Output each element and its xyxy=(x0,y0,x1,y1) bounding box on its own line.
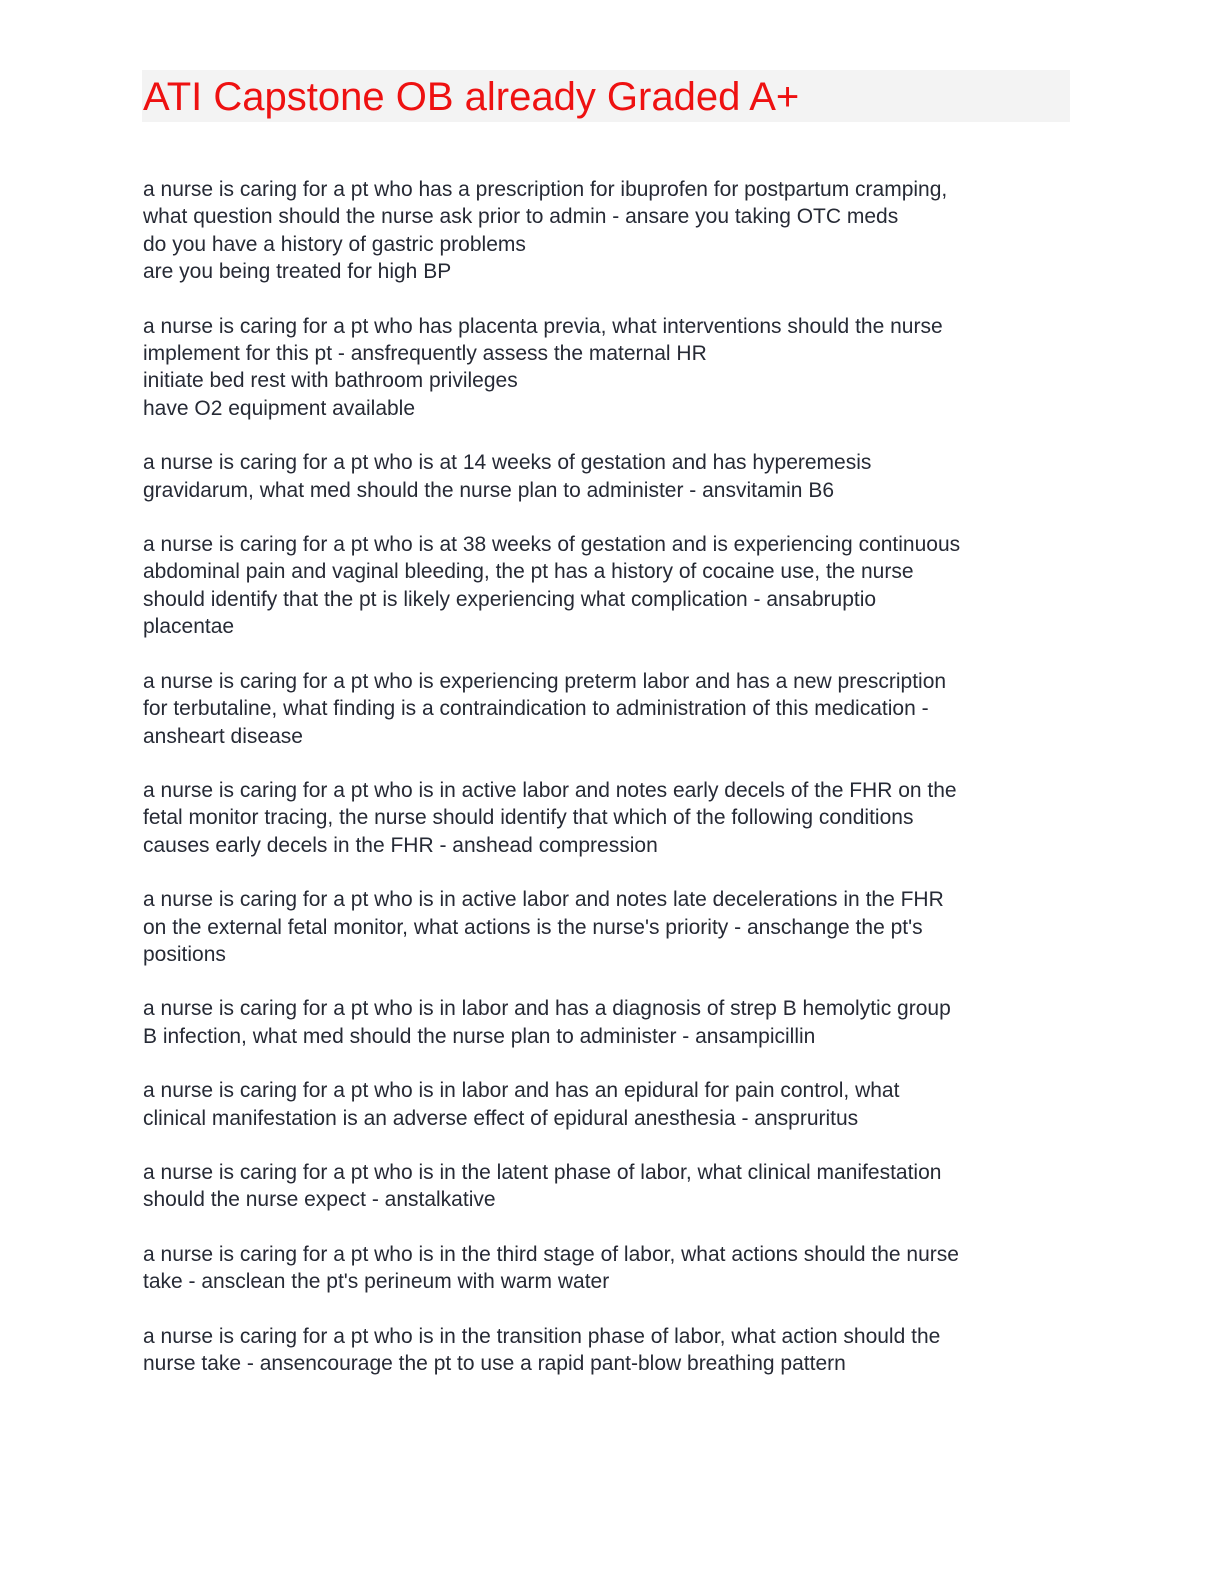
document-title: ATI Capstone OB already Graded A+ xyxy=(143,75,800,119)
text-line: B infection, what med should the nurse plan to administer - ansampicillin xyxy=(143,1024,816,1048)
question-paragraph xyxy=(143,1159,1083,1214)
question-paragraph xyxy=(143,1323,1083,1378)
question-paragraph xyxy=(143,777,1083,859)
text-line: have O2 equipment available xyxy=(143,396,416,420)
text-line: should identify that the pt is likely experiencing what complication - ansabruptio xyxy=(143,587,877,611)
text-line: initiate bed rest with bathroom privileges xyxy=(143,369,518,393)
text-line: a nurse is caring for a pt who has placenta previa, what interventions should the nurse xyxy=(143,314,943,338)
text-line: a nurse is caring for a pt who is in active labor and notes late decelerations in the FHR xyxy=(143,888,944,912)
text-line: what question should the nurse ask prior to admin - ansare you taking OTC meds xyxy=(143,205,899,229)
question-paragraph xyxy=(143,176,1083,286)
text-line: a nurse is caring for a pt who is at 38 weeks of gestation and is experiencing continuous xyxy=(143,533,961,557)
question-paragraph xyxy=(143,531,1083,641)
text-line: causes early decels in the FHR - anshead compression xyxy=(143,833,658,857)
text-line: a nurse is caring for a pt who is in the third stage of labor, what actions should the nurse xyxy=(143,1242,959,1266)
text-line: positions xyxy=(143,942,226,966)
text-line: a nurse is caring for a pt who has a prescription for ibuprofen for postpartum cramping, xyxy=(143,178,948,201)
question-paragraph xyxy=(143,1241,1083,1296)
text-line: should the nurse expect - anstalkative xyxy=(143,1188,496,1212)
text-line: for terbutaline, what finding is a contraindication to administration of this medication - xyxy=(143,697,929,721)
text-line: implement for this pt - ansfrequently assess the maternal HR xyxy=(143,342,707,366)
text-line: are you being treated for high BP xyxy=(143,260,452,284)
question-paragraph xyxy=(143,668,1083,750)
text-line: take - ansclean the pt's perineum with warm water xyxy=(143,1270,610,1294)
text-line: do you have a history of gastric problems xyxy=(143,232,526,256)
text-line: nurse take - ansencourage the pt to use a rapid pant-blow breathing pattern xyxy=(143,1352,846,1375)
text-line: placentae xyxy=(143,615,235,639)
text-line: clinical manifestation is an adverse effect of epidural anesthesia - anspruritus xyxy=(143,1106,859,1130)
text-line: ansheart disease xyxy=(143,724,303,748)
text-line: a nurse is caring for a pt who is at 14 weeks of gestation and has hyperemesis xyxy=(143,451,872,475)
text-line: a nurse is caring for a pt who is experiencing preterm labor and has a new prescription xyxy=(143,669,947,693)
text-line: a nurse is caring for a pt who is in labor and has a diagnosis of strep B hemolytic group xyxy=(143,997,951,1021)
document-body xyxy=(143,176,1083,1404)
text-line: on the external fetal monitor, what actions is the nurse's priority - anschange the pt's xyxy=(143,915,923,939)
text-line: abdominal pain and vaginal bleeding, the pt has a history of cocaine use, the nurse xyxy=(143,560,914,584)
text-line: gravidarum, what med should the nurse plan to administer - ansvitamin B6 xyxy=(143,478,835,502)
question-paragraph xyxy=(143,995,1083,1050)
text-line: a nurse is caring for a pt who is in the transition phase of labor, what action should the xyxy=(143,1324,941,1348)
text-line: a nurse is caring for a pt who is in active labor and notes early decels of the FHR on the xyxy=(143,778,957,802)
text-line: fetal monitor tracing, the nurse should identify that which of the following conditions xyxy=(143,806,914,830)
text-line: a nurse is caring for a pt who is in the latent phase of labor, what clinical manifestation xyxy=(143,1160,942,1184)
question-paragraph xyxy=(143,1077,1083,1132)
question-paragraph xyxy=(143,886,1083,968)
question-paragraph xyxy=(143,449,1083,504)
text-line: a nurse is caring for a pt who is in labor and has an epidural for pain control, what xyxy=(143,1079,900,1103)
question-paragraph xyxy=(143,313,1083,423)
